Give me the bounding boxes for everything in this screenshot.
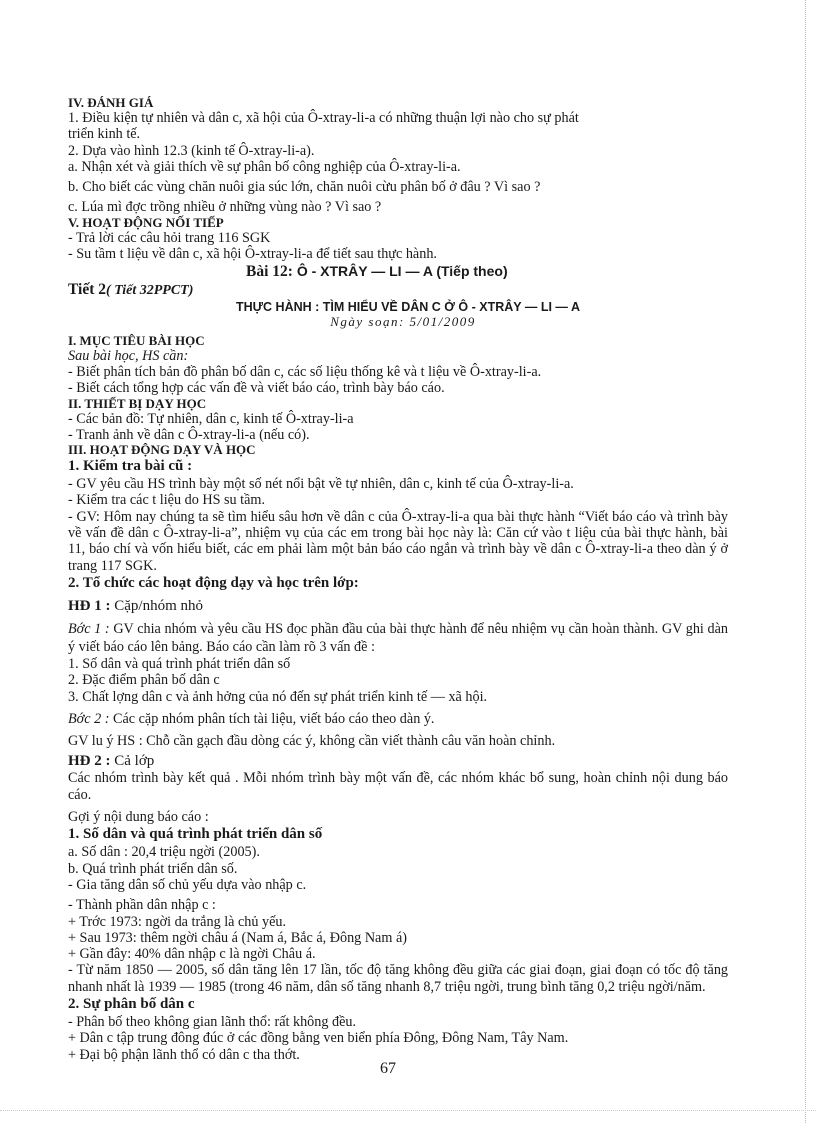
question-2b: b. Cho biết các vùng chăn nuôi gia súc lớn, chăn nuôi cừu phân bố ở đâu ? Vì sao ? <box>68 179 541 196</box>
section-heading-follow-up: V. HOẠT ĐỘNG NỐI TIẾP <box>68 214 224 230</box>
question-2a: a. Nhận xét và giải thích về sự phân bố công nghiệp của Ô-xtray-li-a. <box>68 158 461 175</box>
step-1-text: GV chia nhóm và yêu cầu HS đọc phần đầu của bài thực hành để nêu nhiệm vụ cần hoàn thành. GV ghi dàn ý viết báo cáo lên bảng. Báo cáo cần làm rõ 3 vấn đề : <box>68 620 728 655</box>
period-line <box>68 282 728 299</box>
section-heading-equipment: II. THIẾT BỊ DẠY HỌC <box>68 395 207 411</box>
activity-1 <box>68 597 728 616</box>
organization-heading: 2. Tổ chức các hoạt động dạy và học trên lớp: <box>68 574 359 591</box>
distribution-line-1: - Phân bố theo không gian lãnh thổ: rất không đều. <box>68 1013 357 1030</box>
practice-title: THỰC HÀNH : TÌM HIỂU VỀ DÂN C Ở Ô - XTRÂY — LI — A <box>236 299 580 314</box>
step-2-label: Bớc 2 : <box>68 710 110 727</box>
lesson-title <box>246 263 508 281</box>
question-2: 2. Dựa vào hình 12.3 (kinh tế Ô-xtray-li-a). <box>68 142 315 159</box>
equipment-2: - Tranh ảnh về dân c Ô-xtray-li-a (nếu có). <box>68 426 310 443</box>
document-page <box>68 96 728 1063</box>
population-line-2: - Thành phần dân nhập c : <box>68 897 216 914</box>
section-heading-evaluation: IV. ĐÁNH GIÁ <box>68 95 154 110</box>
activity-2 <box>68 753 728 770</box>
follow-up-line-2: - Su tầm t liệu về dân c, xã hội Ô-xtray-li-a để tiết sau thực hành. <box>68 246 437 263</box>
lesson-number: Bài 12: <box>246 263 293 281</box>
lesson-title-row <box>68 262 728 282</box>
follow-up-line-1: - Trả lời các câu hỏi trang 116 SGK <box>68 229 271 246</box>
step-2-text: Các cặp nhóm phân tích tài liệu, viết báo cáo theo dàn ý. <box>113 710 435 727</box>
section-heading-objectives: I. MỤC TIÊU BÀI HỌC <box>68 332 205 348</box>
step-1 <box>68 620 728 656</box>
period-ppct: ( Tiết 32PPCT) <box>106 283 194 299</box>
population-line-1: - Gia tăng dân số chủ yếu dựa vào nhập c. <box>68 876 307 893</box>
population-line-3: + Trớc 1973: ngời da trắng là chủ yếu. <box>68 913 287 930</box>
page-number: 67 <box>380 1060 396 1077</box>
right-margin-guide <box>805 0 806 1123</box>
question-2c: c. Lúa mì đợc trồng nhiều ở những vùng nào ? Vì sao ? <box>68 199 382 216</box>
outline-item-1: 1. Số dân và quá trình phát triển dân số <box>68 655 291 672</box>
question-1-line-2: triển kinh tế. <box>68 126 141 143</box>
teacher-intro-paragraph: - GV: Hôm nay chúng ta sẽ tìm hiểu sâu hơn về dân c của Ô-xtray-li-a qua bài thực hành “Viết báo cáo và trình bày về vấn đề dân c Ô-xtray-li-a”, nhiệm vụ của các em trong bài học này là: Căn cứ vào t liệu của bài thực hành, bài 11, báo chí và vốn hiểu biết, các em phải làm một bản báo cáo ngắn và trình bày về dân c Ô-xtray-li-a theo dàn ý ở trang 117 SGK. <box>68 508 728 574</box>
lesson-name: Ô - XTRÂY — LI — A (Tiếp theo) <box>296 263 508 280</box>
population-line-4: + Sau 1973: thêm ngời châu á (Nam á, Bắc á, Đông Nam á) <box>68 929 407 946</box>
prepared-date: Ngày soạn: 5/01/2009 <box>330 313 476 329</box>
report-heading-distribution: 2. Sự phân bố dân c <box>68 995 195 1012</box>
outline-item-2: 2. Đặc điểm phân bố dân c <box>68 672 220 689</box>
teacher-note: GV lu ý HS : Chỗ cần gạch đầu dòng các ý, không cần viết thành câu văn hoàn chỉnh. <box>68 733 556 750</box>
objective-2: - Biết cách tổng hợp các vấn đề và viết báo cáo, trình bày báo cáo. <box>68 380 445 397</box>
step-2 <box>68 711 728 727</box>
period-label: Tiết 2 <box>68 281 107 299</box>
population-a: a. Số dân : 20,4 triệu ngời (2005). <box>68 844 260 861</box>
population-paragraph: - Từ năm 1850 — 2005, số dân tăng lên 17 lần, tốc độ tăng không đều giữa các giai đoạn, giai đoạn có tốc độ tăng nhanh nhất là 1939 — 1985 (trong 46 năm, dân số tăng nhanh 8,7 triệu ngời, trung bình tăng 0,2 triệu ngời/năm. <box>68 962 728 995</box>
activity-2-label: HĐ 2 : <box>68 753 111 770</box>
outline-item-3: 3. Chất lợng dân c và ảnh hởng của nó đến sự phát triển kinh tế — xã hội. <box>68 688 488 705</box>
review-line-1: - GV yêu cầu HS trình bày một số nét nổi bật về tự nhiên, dân c, kinh tế của Ô-xtray-li-a. <box>68 476 574 493</box>
section-heading-activities: III. HOẠT ĐỘNG DẠY VÀ HỌC <box>68 442 256 458</box>
report-heading-population: 1. Số dân và quá trình phát triển dân số <box>68 826 323 843</box>
activity-2-paragraph: Các nhóm trình bày kết quả . Mỗi nhóm trình bày một vấn đề, các nhóm khác bổ sung, hoàn chỉnh nội dung báo cáo. <box>68 770 728 803</box>
question-1-line-1: 1. Điều kiện tự nhiên và dân c, xã hội của Ô-xtray-li-a có những thuận lợi nào cho sự phát <box>68 110 579 126</box>
population-b: b. Quá trình phát triển dân số. <box>68 860 238 877</box>
activity-1-type: Cặp/nhóm nhỏ <box>114 597 203 614</box>
activity-2-type: Cả lớp <box>114 753 155 770</box>
objective-1: - Biết phân tích bản đồ phân bố dân c, các số liệu thống kê và t liệu về Ô-xtray-li-a. <box>68 363 542 380</box>
equipment-1: - Các bản đồ: Tự nhiên, dân c, kinh tế Ô-xtray-li-a <box>68 410 354 427</box>
distribution-line-3: + Đại bộ phận lãnh thổ có dân c tha thớt. <box>68 1046 300 1063</box>
report-hint: Gợi ý nội dung báo cáo : <box>68 809 209 826</box>
activity-1-label: HĐ 1 : <box>68 597 111 614</box>
distribution-line-2: + Dân c tập trung đông đúc ở các đồng bằng ven biển phía Đông, Đông Nam, Tây Nam. <box>68 1030 569 1047</box>
objectives-subheading: Sau bài học, HS cần: <box>68 347 189 364</box>
bottom-margin-guide <box>0 1110 816 1111</box>
review-line-2: - Kiểm tra các t liệu do HS su tầm. <box>68 492 265 509</box>
population-line-5: + Gần đây: 40% dân nhập c là ngời Châu á. <box>68 946 316 963</box>
step-1-label: Bớc 1 : <box>68 620 110 637</box>
review-heading: 1. Kiểm tra bài cũ : <box>68 458 193 475</box>
